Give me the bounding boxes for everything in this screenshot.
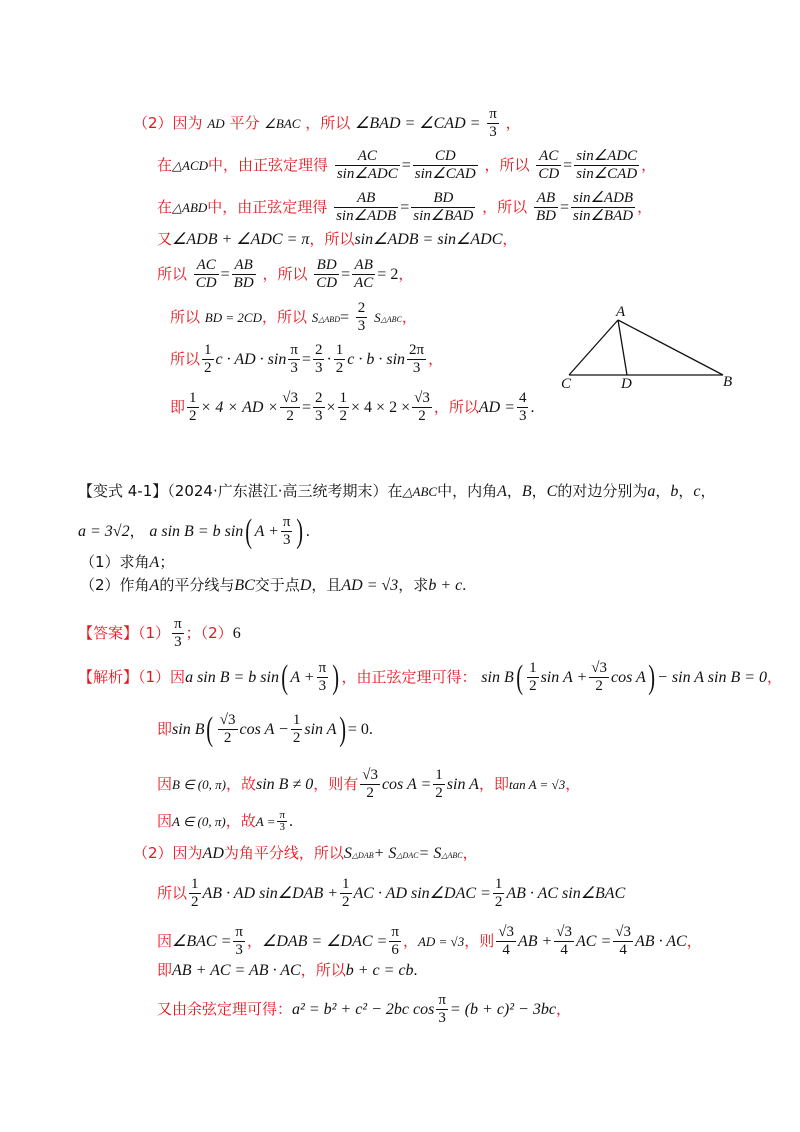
fraction: $\frac{1}{2}$ xyxy=(494,876,503,910)
math-eq: = xyxy=(301,399,311,416)
text: ，且 xyxy=(311,576,342,594)
text: 即 xyxy=(157,961,173,979)
math-expr: cos A − xyxy=(239,721,289,738)
fraction: $\frac{√3}{2}$ xyxy=(414,390,430,424)
math-a-upper: A xyxy=(497,483,507,500)
fraction: $\frac{1}{2}$ xyxy=(339,390,348,424)
analysis-line-6 xyxy=(157,876,625,911)
line-p2-1 xyxy=(133,106,521,141)
fraction: $\frac{\pi}{3}$ xyxy=(290,342,298,376)
fraction: $\frac{AB}{BD}$ xyxy=(535,190,556,224)
punct: . xyxy=(530,399,535,416)
math-s: + S xyxy=(373,845,397,862)
math-ad-eq: AD = xyxy=(478,399,515,416)
math-range: A ∈ (0, π) xyxy=(172,814,226,829)
math-sub: △DAB xyxy=(351,851,374,860)
fraction: $\frac{AC}{CD}$ xyxy=(195,257,217,291)
text: ，则 xyxy=(464,932,495,950)
math-expr: ∠DAB = ∠DAC = xyxy=(261,933,388,950)
math-s: S xyxy=(374,310,381,325)
math-expr: sin A xyxy=(304,721,337,738)
text-so: 所以 xyxy=(170,350,201,368)
fraction: $\frac{1}{2}$ xyxy=(189,390,197,424)
math-expr: = 0. xyxy=(347,721,373,738)
math-expr: AC · AD sin∠DAC = xyxy=(353,885,491,902)
math-a-value: a = 3√2 xyxy=(78,523,130,540)
fraction: $\frac{1}{2}$ xyxy=(342,876,350,910)
math-range: B ∈ (0, π) xyxy=(172,777,226,792)
fraction: $\frac{√3}{2}$ xyxy=(219,712,236,746)
math-ad-value: AD = √3 xyxy=(341,577,399,594)
math-sub: △ABC xyxy=(380,315,402,324)
math-s: = S xyxy=(418,845,442,862)
math-bc: BC xyxy=(234,577,255,594)
analysis-line-5 xyxy=(133,846,478,862)
text: ，由正弦定理可得： xyxy=(341,668,477,686)
punct: ， xyxy=(505,114,521,132)
punct: ， xyxy=(401,308,417,326)
fraction: $\frac{1}{2}$ xyxy=(529,660,537,694)
segment-ad xyxy=(618,320,627,375)
math-expr: AB + AC = AB · AC xyxy=(172,962,301,979)
text-so: 所以 xyxy=(157,265,188,283)
text: 所以 xyxy=(157,884,188,902)
math-c-upper: C xyxy=(546,483,558,500)
fraction: $\frac{BD}{CD}$ xyxy=(316,257,338,291)
analysis-line-8: 即AB + AC = AB · AC，所以b + c = cb. xyxy=(157,961,418,979)
text-so: ，所以 xyxy=(309,230,355,248)
text: 因 xyxy=(157,812,173,830)
side-ab xyxy=(618,320,723,375)
math-dot: · xyxy=(326,351,332,368)
fraction: $\frac{√3}{4}$ xyxy=(615,924,632,958)
fraction: $\frac{2}{3}$ xyxy=(314,342,323,376)
text: ，求 xyxy=(398,576,429,594)
math-sin-eq: sin∠ADB = sin∠ADC xyxy=(354,231,503,248)
question-1-text: （1）求角 xyxy=(80,553,150,571)
math-eq-2: = 2 xyxy=(377,266,399,283)
fraction: $\frac{√3}{4}$ xyxy=(498,924,514,958)
math-ad: AD xyxy=(202,845,224,862)
text-so: 所以 xyxy=(170,308,201,326)
math-expr: cos A xyxy=(610,669,646,686)
line-p2-8 xyxy=(170,390,534,425)
math-expr: c · AD · sin xyxy=(215,351,287,368)
punct: . xyxy=(289,813,294,830)
question-2 xyxy=(80,578,466,594)
fraction: $\frac{2}{3}$ xyxy=(357,300,366,334)
math-d: D xyxy=(299,577,312,594)
math-angle-bac: ∠BAC xyxy=(264,116,301,131)
math-expr: c · b · sin xyxy=(347,351,406,368)
variant-condition-line: a = 3√2， a sin B = b sin( A + $\frac{\pi}{3}$ ) . xyxy=(78,512,310,550)
math-angle-eq: ∠BAD = ∠CAD = xyxy=(355,115,481,132)
text-sine-law: 中，由正弦定理得 xyxy=(207,198,328,216)
fraction: $\frac{\pi}{3}$ xyxy=(438,992,446,1026)
analysis-line-1: 【解析】（1）因a sin B = b sin( A + $\frac{\pi}{3}$ ) ，由正弦定理可得： sin B( $\frac{1}{2}$ sin A + $\frac{√3}{2}$ cos A) − sin A sin B = 0， xyxy=(78,658,783,696)
math-sub: △ABD xyxy=(318,315,340,324)
fraction: $\frac{AB}{AC}$ xyxy=(354,257,374,291)
fraction: $\frac{√3}{2}$ xyxy=(282,390,298,424)
line-p2-3: 在△ABD中，由正弦定理得 $\frac{AB}{\text{sin∠ADB}}$ = $\frac{BD}{\text{sin∠BAD}}$ ，所以 $\frac{AB}{BD}$ = $\frac{\text{sin∠ADB}}{\text{sin∠BAD}}$ ， xyxy=(157,190,653,224)
fraction: $\frac{\pi}{3}$ xyxy=(282,514,291,548)
side-ac xyxy=(569,320,618,375)
punct: ， xyxy=(565,775,581,793)
fraction: $\frac{\pi}{3}$ xyxy=(174,616,182,650)
math-expr: AB + xyxy=(517,933,553,950)
text: 为角平分线，所以 xyxy=(223,844,344,862)
text: ，则有 xyxy=(313,775,359,793)
punct: ， xyxy=(502,230,518,248)
math-expr: ∠BAC = xyxy=(172,933,232,950)
line-p2-4 xyxy=(157,232,517,248)
text: ，所以 xyxy=(300,961,346,979)
math-a-plus: A + xyxy=(290,669,315,686)
fraction: $\frac{2}{3}$ xyxy=(315,390,323,424)
punct: ， xyxy=(398,265,414,283)
punct: ， xyxy=(700,482,716,500)
text-in: 在 xyxy=(157,156,173,174)
analysis-line-3 xyxy=(157,767,580,802)
text: 因 xyxy=(157,932,173,950)
punct: ， xyxy=(531,482,547,500)
math-triangle-abd: △ABD xyxy=(172,200,208,215)
math-condition: a sin B = b sin xyxy=(149,523,244,540)
punct: ， xyxy=(641,156,657,174)
fraction: $\frac{AB}{BD}$ xyxy=(233,257,254,291)
text: 即 xyxy=(157,720,173,738)
math-sin-b: sin B xyxy=(172,721,205,738)
text-so: ，所以 xyxy=(482,198,528,216)
math-bd-2cd: BD = 2CD xyxy=(204,310,262,325)
math-b-upper: B xyxy=(521,483,532,500)
math-triangle-acd: △ACD xyxy=(172,158,209,173)
punct: ， xyxy=(678,482,694,500)
text-sine-law: 中，由正弦定理得 xyxy=(208,156,329,174)
line-p2-7 xyxy=(170,342,443,377)
punct: ， xyxy=(506,482,522,500)
math-triangle-abc: △ABC xyxy=(402,484,438,499)
analysis-line-2: 即sin B( $\frac{√3}{2}$ cos A − $\frac{1}{2}$ sin A) = 0. xyxy=(157,710,373,748)
fraction: $\frac{AC}{CD}$ xyxy=(538,148,560,182)
math-eq: = xyxy=(301,351,311,368)
math-expr: AB · AC xyxy=(635,933,687,950)
text-ie: 即 xyxy=(170,398,186,416)
fraction: $\frac{\text{sin∠ADB}}{\text{sin∠BAD}}$ xyxy=(572,190,634,224)
fraction: $\frac{\text{sin∠ADC}}{\text{sin∠CAD}}$ xyxy=(576,148,638,182)
question-2-text: （2）作角 xyxy=(80,576,150,594)
variant-header-line xyxy=(78,484,716,500)
line-p2-5: 所以 $\frac{AC}{CD}$ = $\frac{AB}{BD}$ ，所以 $\frac{BD}{CD}$ = $\frac{AB}{AC}$ = 2， xyxy=(157,257,414,291)
math-sub: △DAC xyxy=(396,851,419,860)
math-expr: × 4 × AD × xyxy=(200,399,279,416)
variant-tag: 【变式 4-1】 xyxy=(78,482,168,500)
math-expr: sin B ≠ 0 xyxy=(255,776,314,793)
text: 中，内角 xyxy=(437,482,498,500)
math-cosine-law: a² = b² + c² − 2bc cos xyxy=(292,1001,435,1018)
punct: ， xyxy=(462,844,478,862)
text: （2）因为 xyxy=(133,844,203,862)
text: 交于点 xyxy=(254,576,300,594)
fraction: $\frac{\pi}{3}$ xyxy=(235,924,243,958)
math-expr: = (b + c)² − 3bc xyxy=(449,1001,556,1018)
math-a-upper: A xyxy=(149,577,160,594)
punct: ， xyxy=(555,1000,571,1018)
fraction: $\frac{√3}{4}$ xyxy=(556,924,573,958)
label-b: B xyxy=(723,374,733,390)
math-s: S xyxy=(343,845,352,862)
math-a-upper: A xyxy=(149,554,160,571)
math-expr: AB · AC sin∠BAC xyxy=(506,885,626,902)
text: 的对边分别为 xyxy=(557,482,648,500)
fraction: $\frac{√3}{2}$ xyxy=(591,660,607,694)
fraction: $\frac{1}{2}$ xyxy=(292,712,301,746)
punct: ， xyxy=(637,198,653,216)
text-so: ，所以 xyxy=(433,398,479,416)
answer-sep: ；（2） xyxy=(185,624,233,642)
text: ，故 xyxy=(225,775,256,793)
math-expr: sin A + xyxy=(540,669,588,686)
fraction: $\frac{\pi}{3}$ xyxy=(279,809,286,833)
math-tan: tan A = √3 xyxy=(508,777,566,792)
math-expr: AB · AD sin∠DAB + xyxy=(202,885,339,902)
text-so: ，所以 xyxy=(262,265,308,283)
label-c: C xyxy=(561,376,572,392)
fraction: $\frac{AC}{\text{sin∠ADC}}$ xyxy=(336,148,398,182)
analysis-line-9 xyxy=(157,992,571,1027)
math-a-plus: A + xyxy=(254,523,279,540)
math-ad: AD xyxy=(207,116,225,131)
punct: . xyxy=(305,523,310,540)
text: 又由余弦定理可得： xyxy=(157,1000,293,1018)
text: 因 xyxy=(157,775,173,793)
text-in: 在 xyxy=(157,198,173,216)
line-p2-6 xyxy=(170,300,417,335)
text-also: 又 xyxy=(157,230,173,248)
question-1 xyxy=(80,555,174,571)
math-times: × xyxy=(326,399,336,416)
math-b: b xyxy=(670,483,679,500)
math-expr: × 4 × 2 × xyxy=(351,399,411,416)
text: ，故 xyxy=(225,812,256,830)
answer-line xyxy=(78,616,241,651)
text: （1）因 xyxy=(138,668,186,686)
analysis-line-4 xyxy=(157,810,293,833)
math-expr: sin A xyxy=(446,776,479,793)
triangle-figure xyxy=(555,300,745,395)
math-eq: = xyxy=(339,309,349,326)
text: 的平分线与 xyxy=(159,576,235,594)
math-s: S xyxy=(311,310,319,325)
math-a: a xyxy=(647,483,656,500)
math-expr: AC = xyxy=(576,933,612,950)
punct: ； xyxy=(159,553,175,571)
math-expr: cos A = xyxy=(381,776,432,793)
fraction: $\frac{1}{2}$ xyxy=(335,342,344,376)
analysis-tag: 【解析】 xyxy=(78,668,139,686)
label-d: D xyxy=(621,376,632,392)
triangle-lines xyxy=(569,320,723,375)
fraction: $\frac{\pi}{3}$ xyxy=(489,106,497,140)
answer-value: 6 xyxy=(232,625,241,642)
math-expr: − sin A sin B = 0 xyxy=(657,669,768,686)
fraction: $\frac{BD}{\text{sin∠BAD}}$ xyxy=(413,190,474,224)
math-c: c xyxy=(693,483,701,500)
fraction: $\frac{1}{2}$ xyxy=(435,767,443,801)
math-a-eq: A = xyxy=(255,814,276,829)
punct: ， xyxy=(129,522,145,540)
fraction: $\frac{CD}{\text{sin∠CAD}}$ xyxy=(414,148,476,182)
math-sub: △ABC xyxy=(441,851,463,860)
math-sin-b: sin B xyxy=(481,669,514,686)
variant-source: （2024·广东湛江·高三统考期末）在 xyxy=(167,482,403,500)
punct: ， xyxy=(246,932,262,950)
fraction: $\frac{2\pi}{3}$ xyxy=(409,342,425,376)
punct: . xyxy=(462,577,467,594)
line-p2-2: 在△ACD中，由正弦定理得 $\frac{AC}{\text{sin∠ADC}}$ = $\frac{CD}{\text{sin∠CAD}}$ ，所以 $\frac{AC}{CD}$ = $\frac{\text{sin∠ADC}}{\text{sin∠CAD}}$ ， xyxy=(157,148,657,182)
text-bisect: 平分 xyxy=(229,114,260,132)
text-so: ，所以 xyxy=(305,114,351,132)
math-expr: b + c = cb xyxy=(345,962,414,979)
analysis-line-7 xyxy=(157,924,702,959)
fraction: $\frac{\pi}{6}$ xyxy=(391,924,399,958)
fraction: $\frac{1}{2}$ xyxy=(204,342,212,376)
math-b-plus-c: b + c xyxy=(428,577,463,594)
punct: ， xyxy=(402,932,418,950)
math-condition: a sin B = b sin xyxy=(185,669,279,686)
answer-tag: 【答案】 xyxy=(78,624,139,642)
fraction: $\frac{√3}{2}$ xyxy=(362,767,378,801)
fraction: $\frac{1}{2}$ xyxy=(191,876,199,910)
label-a: A xyxy=(616,304,626,320)
math-ad-value: AD = √3 xyxy=(417,934,465,949)
text-so: ，所以 xyxy=(484,156,530,174)
text-so: ，所以 xyxy=(261,308,307,326)
punct: ， xyxy=(767,668,783,686)
fraction: $\frac{4}{3}$ xyxy=(518,390,527,424)
punct: ， xyxy=(428,350,444,368)
fraction: $\frac{\pi}{3}$ xyxy=(318,660,327,694)
math-angle-sum: ∠ADB + ∠ADC = π xyxy=(172,231,310,248)
part2-label: （2）因为 xyxy=(133,114,203,132)
punct: ， xyxy=(655,482,671,500)
text: ，即 xyxy=(478,775,509,793)
fraction: $\frac{AB}{\text{sin∠ADB}}$ xyxy=(336,190,397,224)
punct: ， xyxy=(686,932,702,950)
answer-part1: （1） xyxy=(138,624,171,642)
